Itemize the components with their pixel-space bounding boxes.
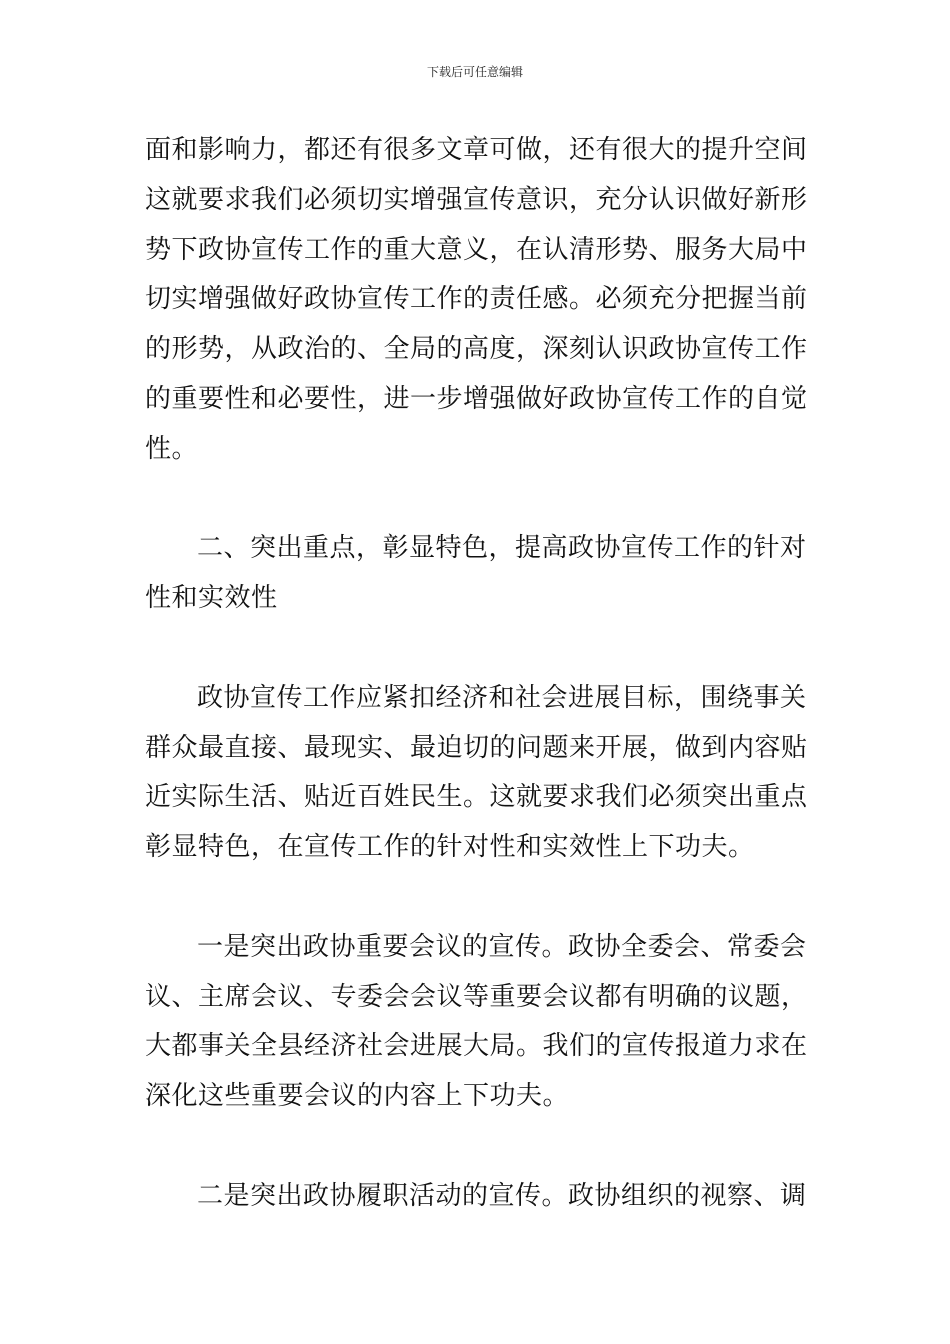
text-line: 群众最直接、最现实、最迫切的问题来开展，做到内容贴: [145, 732, 808, 763]
text-line: 势下政协宣传工作的重大意义，在认清形势、服务大局中: [145, 234, 808, 265]
text-line: 性。: [145, 433, 199, 464]
paragraph-3: [145, 674, 810, 873]
paragraph-gap: [145, 873, 810, 923]
text-line: 二、突出重点，彰显特色，提高政协宣传工作的针对: [197, 533, 807, 564]
text-line: 面和影响力，都还有很多文章可做，还有很大的提升空间: [145, 135, 808, 165]
section-heading: [145, 524, 810, 624]
text-line: 二是突出政协履职活动的宣传。政协组织的视察、调: [197, 1180, 807, 1211]
text-line: 大都事关全县经济社会进展大局。我们的宣传报道力求在: [145, 1031, 808, 1062]
text-line: 的形势，从政治的、全局的高度，深刻认识政协宣传工作: [145, 334, 808, 365]
text-line: 这就要求我们必须切实增强宣传意识，充分认识做好新形: [145, 184, 808, 215]
text-line: 的重要性和必要性，进一步增强做好政协宣传工作的自觉: [145, 383, 808, 414]
text-line: 深化这些重要会议的内容上下功夫。: [145, 1081, 570, 1112]
paragraph-4: [145, 923, 810, 1122]
text-line: 一是突出政协重要会议的宣传。政协全委会、常委会: [197, 931, 807, 962]
paragraph-gap: [145, 475, 810, 525]
text-line: 议、主席会议、专委会会议等重要会议都有明确的议题，: [145, 981, 808, 1012]
text-line: 近实际生活、贴近百姓民生。这就要求我们必须突出重点: [145, 782, 808, 813]
page-header: 下载后可任意编辑: [426, 65, 523, 79]
text-line: 政协宣传工作应紧扣经济和社会进展目标，围绕事关: [197, 682, 807, 713]
text-line: 性和实效性: [145, 583, 278, 614]
text-line: 彰显特色，在宣传工作的针对性和实效性上下功夫。: [145, 832, 755, 863]
paragraph-gap: [145, 624, 810, 674]
paragraph-1: [145, 126, 810, 475]
document-body: [145, 126, 810, 1222]
paragraph-gap: [145, 1122, 810, 1172]
text-line: 切实增强做好政协宣传工作的责任感。必须充分把握当前: [145, 284, 808, 315]
paragraph-5: [145, 1172, 810, 1222]
